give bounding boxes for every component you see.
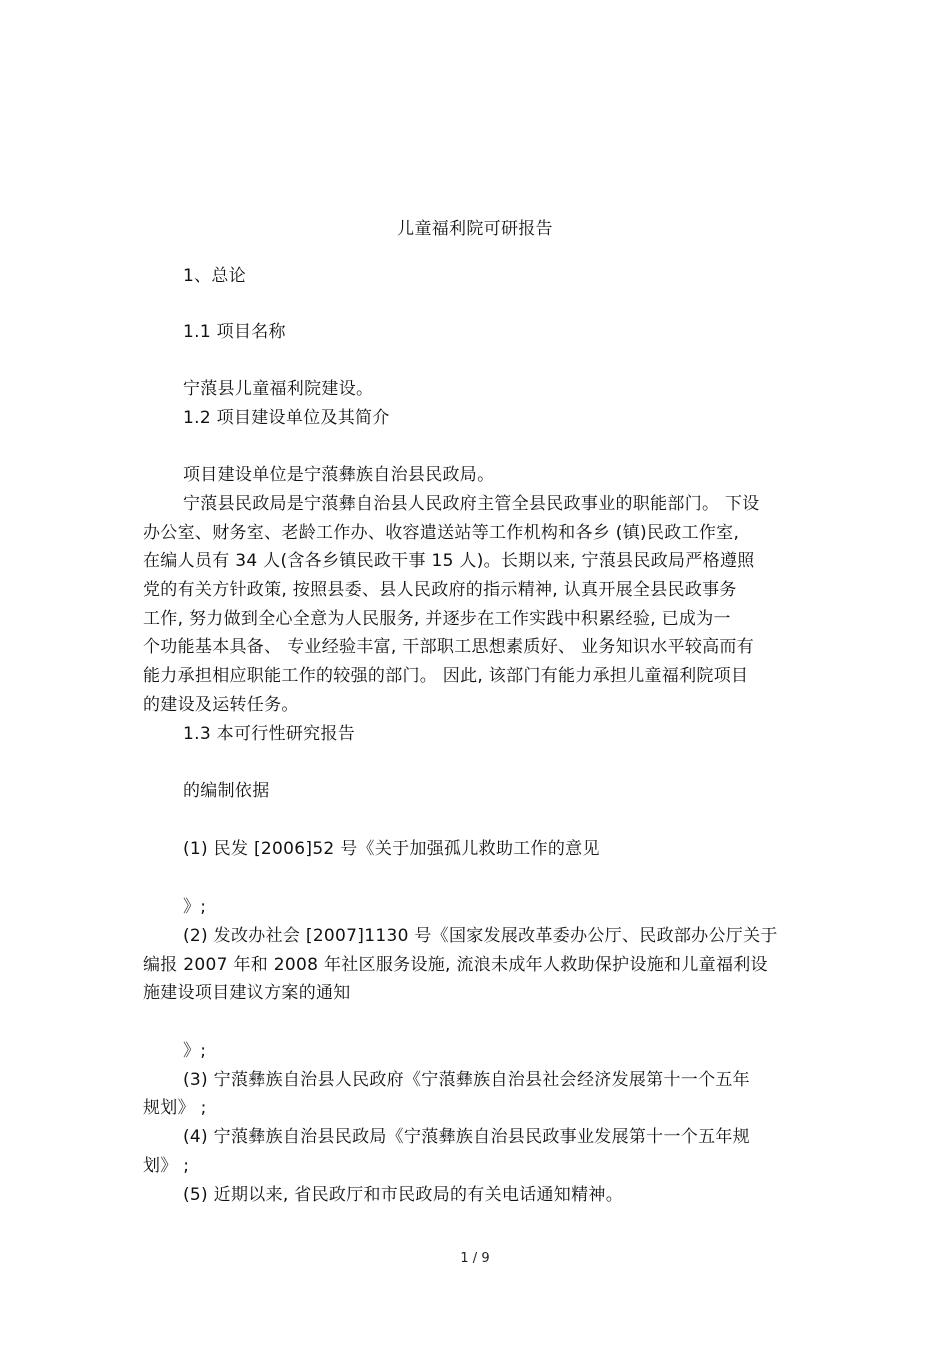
paragraph-line: 工作, 努力做到全心全意为人民服务, 并逐步在工作实践中积累经验, 已成为一 bbox=[143, 609, 731, 629]
list-item: (4) 宁蒗彝族自治县民政局《宁蒗彝族自治县民政事业发展第十一个五年规 bbox=[183, 1127, 750, 1147]
paragraph-line: 个功能基本具备、 专业经验丰富, 干部职工思想素质好、 业务知识水平较高而有 bbox=[143, 637, 755, 657]
list-item-continuation: 规划》 ; bbox=[143, 1098, 207, 1118]
section-heading-1-2: 1.2 项目建设单位及其简介 bbox=[183, 408, 390, 428]
section-heading-1: 1、总论 bbox=[183, 266, 247, 286]
document-title: 儿童福利院可研报告 bbox=[397, 219, 553, 239]
paragraph-line: 能力承担相应职能工作的较强的部门。 因此, 该部门有能力承担儿童福利院项目 bbox=[143, 666, 749, 686]
page-number: 1 / 9 bbox=[460, 1251, 490, 1266]
list-item: (1) 民发 [2006]52 号《关于加强孤儿救助工作的意见 bbox=[183, 839, 600, 859]
list-item-continuation: 施建设项目建议方案的通知 bbox=[143, 983, 351, 1003]
paragraph-line: 办公室、财务室、老龄工作办、收容遣送站等工作机构和各乡 (镇)民政工作室, bbox=[143, 523, 740, 543]
paragraph-line: 在编人员有 34 人(含各乡镇民政干事 15 人)。长期以来, 宁蒗县民政局严格遵照 bbox=[143, 551, 755, 571]
paragraph-line: 宁蒗县民政局是宁蒗彝自治县人民政府主管全县民政事业的职能部门。 下设 bbox=[183, 494, 760, 514]
list-item-continuation: 划》 ; bbox=[143, 1156, 190, 1176]
list-item-continuation: 》; bbox=[183, 1041, 207, 1061]
list-item: (5) 近期以来, 省民政厅和市民政局的有关电话通知精神。 bbox=[183, 1185, 623, 1205]
paragraph-line: 宁蒗县儿童福利院建设。 bbox=[183, 379, 374, 399]
list-item: (2) 发改办社会 [2007]1130 号《国家发展改革委办公厅、民政部办公厅关于 bbox=[183, 926, 778, 946]
list-item-continuation: 编报 2007 年和 2008 年社区服务设施, 流浪未成年人救助保护设施和儿童福利设 bbox=[143, 955, 768, 975]
paragraph-line: 党的有关方针政策, 按照县委、县人民政府的指示精神, 认真开展全县民政事务 bbox=[143, 580, 737, 600]
paragraph-line: 的建设及运转任务。 bbox=[143, 695, 299, 715]
list-item-continuation: 》; bbox=[183, 897, 207, 917]
list-item: (3) 宁蒗彝族自治县人民政府《宁蒗彝族自治县社会经济发展第十一个五年 bbox=[183, 1070, 750, 1090]
section-heading-1-1: 1.1 项目名称 bbox=[183, 322, 286, 342]
section-heading-1-3: 1.3 本可行性研究报告 bbox=[183, 724, 356, 744]
paragraph-line: 项目建设单位是宁蒗彝族自治县民政局。 bbox=[183, 465, 495, 485]
paragraph-line: 的编制依据 bbox=[183, 781, 270, 801]
